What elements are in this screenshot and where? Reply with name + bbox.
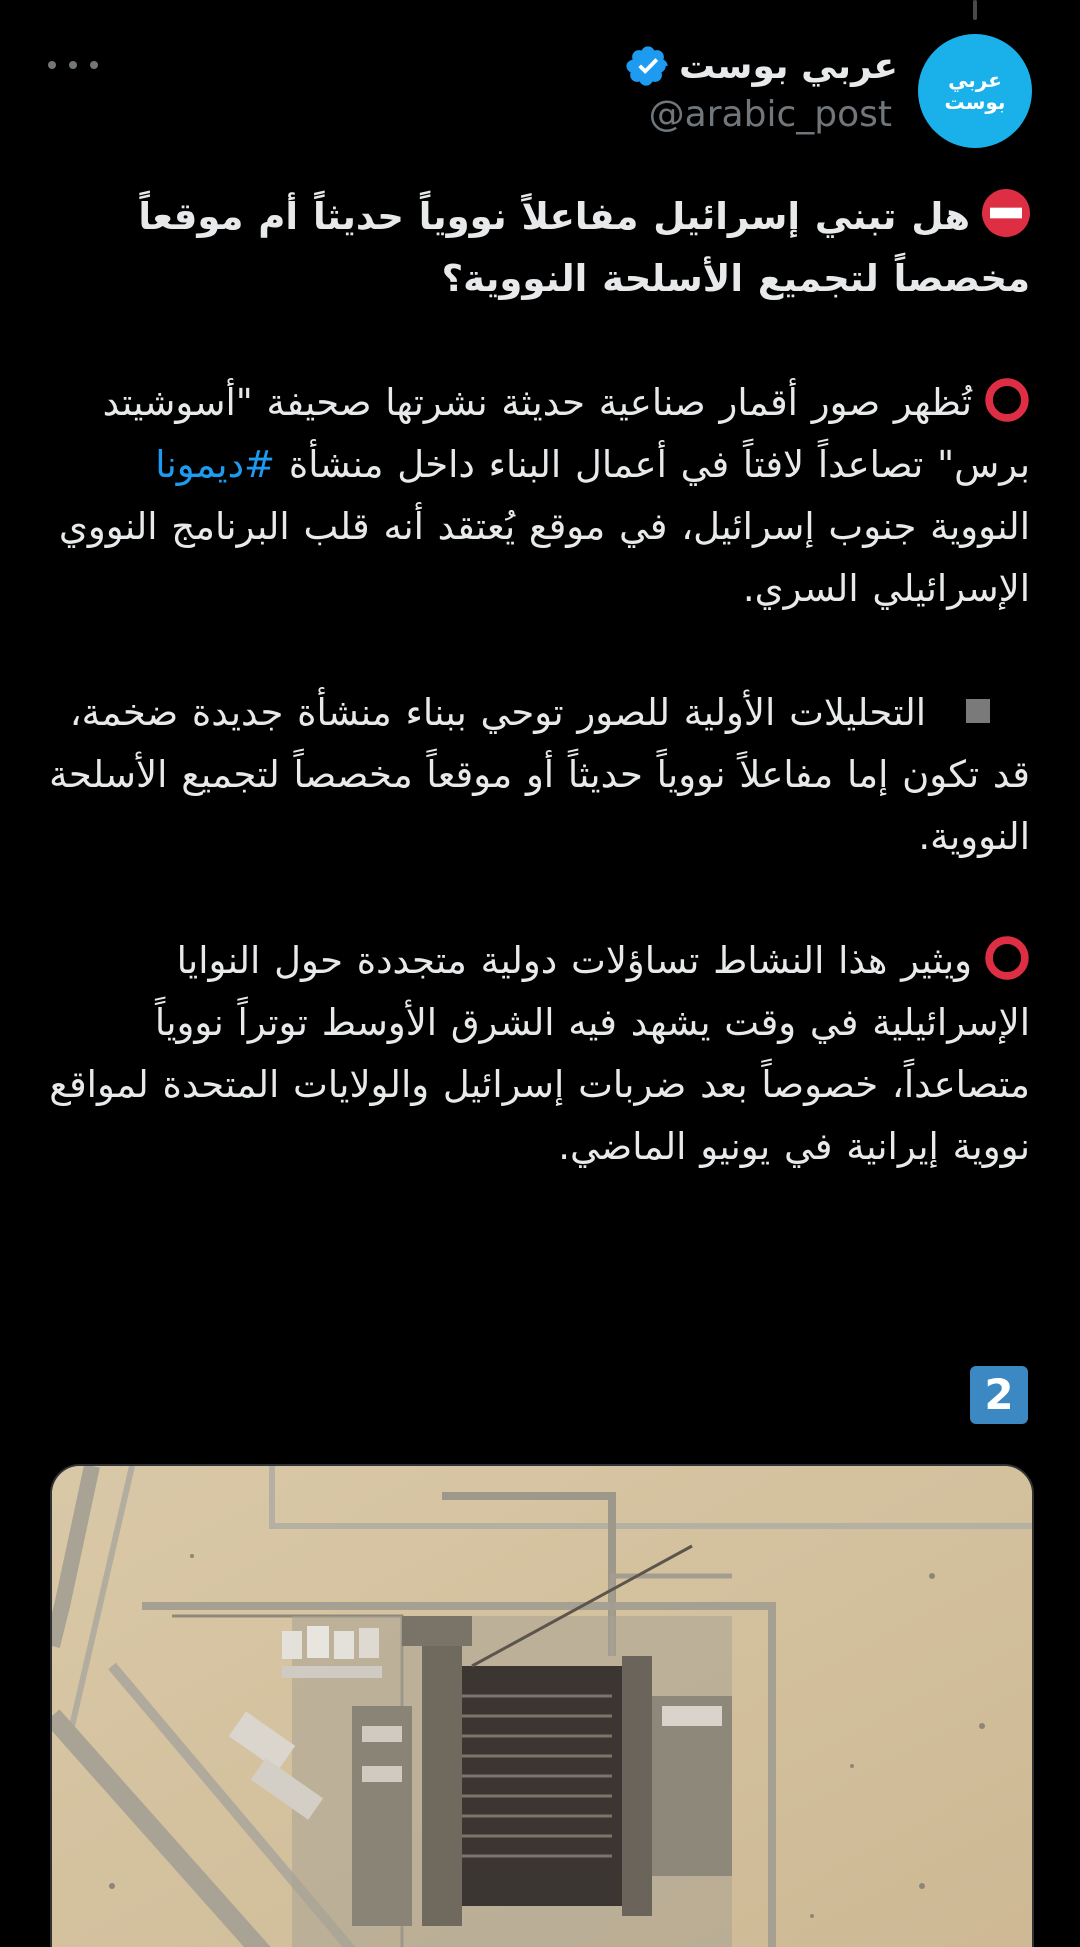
keycap-two-emoji: 2 (970, 1366, 1028, 1424)
scroll-indicator (973, 0, 977, 20)
paragraph-2-text: التحليلات الأولية للصور توحي ببناء منشأة جديدة ضخمة، قد تكون إما مفاعلاً نووياً حديثاً أو موقعاً مخصصاً لتجميع الأسلحة النووية. (49, 691, 1030, 858)
author-name-row[interactable] (625, 38, 898, 94)
paragraph-1-end: النووية جنوب إسرائيل، في موقع يُعتقد أنه قلب البرنامج النووي الإسرائيلي السري. (58, 505, 1030, 610)
author-display-name[interactable]: عربي بوست (678, 45, 898, 87)
verified-badge-icon (625, 43, 671, 89)
author-avatar[interactable] (918, 34, 1032, 148)
paragraph-3-text: ويثير هذا النشاط تساؤلات دولية متجددة حول النوايا الإسرائيلية في وقت يشهد فيه الشرق الأوسط توتراً نووياً متصاعداً، خصوصاً بعد ضربات إسرائيل والولايات المتحدة لمواقع نووية إيرانية في يونيو الماضي. (49, 939, 1030, 1168)
hollow-red-circle-emoji-icon (984, 935, 1030, 981)
hollow-red-circle-emoji-icon (984, 377, 1030, 423)
tweet-paragraph-1 (46, 372, 1030, 620)
more-dot (90, 61, 98, 69)
paragraph-gap (46, 620, 1030, 682)
no-entry-emoji-icon (982, 189, 1030, 237)
tweet-headline (46, 186, 1030, 310)
avatar-logo-line2: بوست (944, 90, 1006, 114)
more-options-icon[interactable] (48, 50, 98, 80)
tweet-paragraph-3 (46, 930, 1030, 1178)
more-dot (69, 61, 77, 69)
headline-text: هل تبني إسرائيل مفاعلاً نووياً حديثاً أم موقعاً مخصصاً لتجميع الأسلحة النووية؟ (138, 195, 1030, 300)
tweet-paragraph-2 (46, 682, 1030, 868)
tweet-text (46, 186, 1030, 1178)
tweet-media-image[interactable] (50, 1464, 1034, 1947)
tweet-header (0, 32, 1080, 152)
paragraph-gap (46, 868, 1030, 930)
paragraph-1-start: تُظهر صور أقمار صناعية حديثة نشرتها صحيفة "أسوشيتد برس" تصاعداً لافتاً في أعمال البناء داخل منشأة (102, 381, 1030, 486)
satellite-image (52, 1466, 1032, 1947)
avatar-logo-line1: عربي (948, 68, 1002, 92)
small-square-emoji-icon (966, 699, 990, 723)
paragraph-gap (46, 310, 1030, 372)
more-dot (48, 61, 56, 69)
author-handle[interactable]: @arabic_post (648, 94, 892, 135)
hashtag-link[interactable]: #ديمونا (155, 443, 276, 486)
